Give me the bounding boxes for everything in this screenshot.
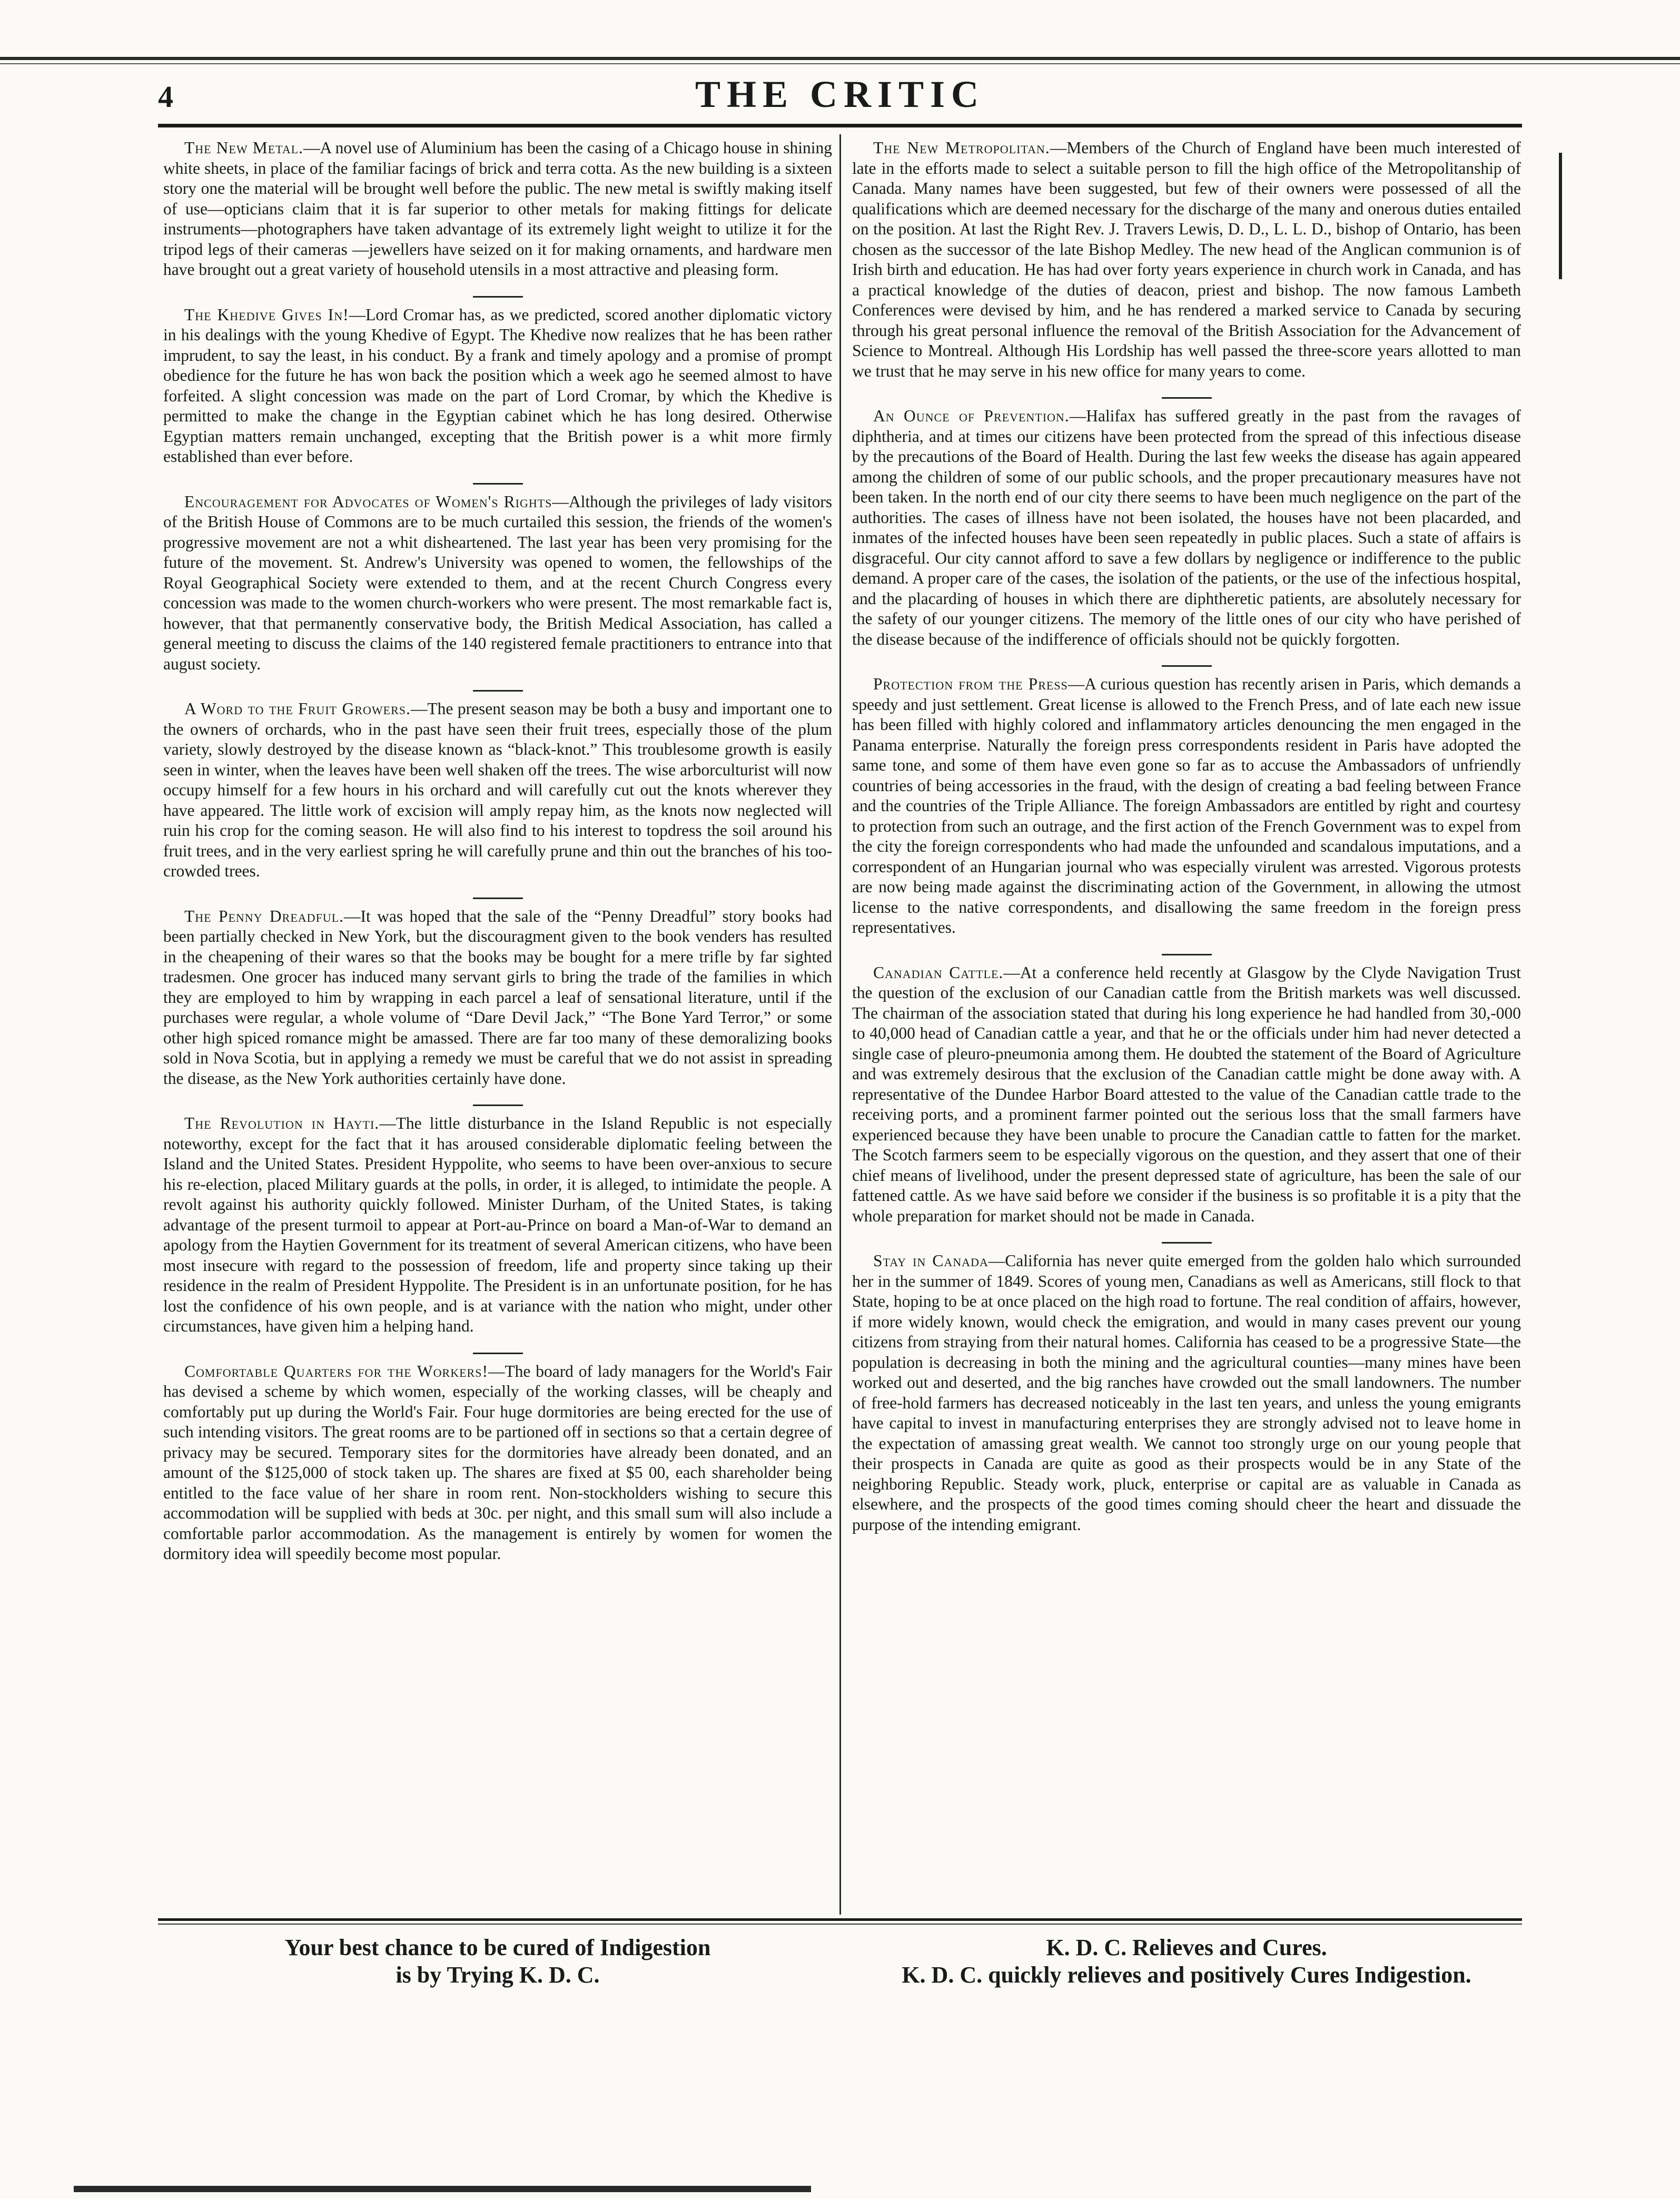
article-separator [473,898,523,899]
masthead-rule [158,124,1522,127]
article-separator [1162,1242,1212,1244]
article-canadian-cattle [852,963,1521,1227]
article-headline: Comfortable Quarters for the Workers! [184,1362,488,1380]
advertisement-right [852,1934,1521,1989]
top-border-thin-rule [0,63,1680,64]
article-ounce-of-prevention [852,406,1521,649]
article-khedive [163,305,832,467]
article-separator [473,483,523,485]
article-protection-press [852,674,1521,938]
column-divider [839,134,841,1915]
advertisement-left [163,1934,832,1989]
article-headline: The Khedive Gives In! [184,305,349,324]
ad-line: is by Trying K. D. C. [396,1962,600,1988]
article-separator [473,690,523,692]
article-headline: The New Metal. [184,139,304,157]
left-column [163,138,832,1580]
article-body: —A novel use of Aluminium has been the casing of a Chicago house in shining white sheets, in place of the familiar facings of brick and terra cotta. As the new building is a sixteen story one the material will be brought well before the public. The new metal is swiftly making itself of use—opticians claim that it is far superior to other metals for making fittings for delicate instruments—photographers have taken advantage of its extremely light weight to utilize it for the tripod legs of their cameras —jewellers have seized on it for making ornaments, and hardware men have brought out a great variety of household utensils in a most attractive and pleasing form. [163,139,832,279]
article-separator [473,296,523,298]
top-border-rule [0,57,1680,60]
top-edge-marks [0,11,1680,42]
article-body: —California has never quite emerged from the golden halo which surrounded her in the summer of 1849. Scores of young men, Canadians as well as Americans, still flock to that State, hoping to be at once placed on the high road to fortune. The real condition of affairs, however, if more widely known, would check the emigration, and would in many cases prevent our young citizens from straying from their natural homes. California has ceased to be a progressive State—the population is decreasing in both the mining and the agricultural counties—many mines have been worked out and deserted, and the big ranches have crowded out the small landowners. The number of free-hold farmers has decreased noticeably in the last ten years, and unless the young emigrants have capital to invest in manufacturing enterprises they are strongly advised not to leave home in the expectation of amassing great wealth. We cannot too strongly urge on our young people that their prospects in Canada are quite as good as their prospects would be in any State of the neighboring Republic. Steady work, pluck, enterprise or capital are as valuable in Canada as elsewhere, and the prospects of the good times coming should cheer the heart and dissuade the purpose of the intending emigrant. [852,1251,1521,1534]
article-headline: Encouragement for Advocates of Women's Rights [184,492,552,511]
article-body: —It was hoped that the sale of the “Penny Dreadful” story books had been partially checked in New York, but the discouragment given to the book venders has resulted in the cheapening of their wares so that the books may be bought for a mere trifle by far sighted tradesmen. One grocer has induced many servant girls to bring the trade of the families in which they are employed to him by wrapping in each parcel a leaf of sensational literature, until if the purchases were regular, a whole volume of “Dare Devil Jack,” “The Bone Yard Terror,” or some other high spiced romance might be amassed. There are far too many of these demoralizing books sold in Nova Scotia, but in applying a remedy we must be careful that we do not assist in spreading the disease, as the New York authorities certainly have done. [163,906,832,1088]
article-separator [1162,665,1212,667]
article-fruit-growers [163,699,832,882]
article-headline: Canadian Cattle. [873,963,1004,982]
article-hayti [163,1113,832,1337]
article-separator [473,1353,523,1354]
article-new-metal [163,138,832,280]
article-body: —A curious question has recently arisen in Paris, which demands a speedy and just settlement. Great license is allowed to the French Press, and of late each new issue has been filled with highly colored and inflammatory articles denouncing the men engaged in the Panama enterprise. Naturally the foreign press correspondents resident in Paris have adopted the same tone, and some of them have even gone so far as to accuse the Ambassadors of unfriendly countries of being accessories in the fraud, with the design of creating a bad feeling between France and the countries of the Triple Alliance. The foreign Ambassadors are entitled by right and courtesy to protection from such an outrage, and the first action of the French Government was to expel from the city the foreign correspondents who had made the unfounded and scandalous imputations, and a correspondent of an Hungarian journal who was especially virulent was arrested. Vigorous protests are now being made against the discriminating action of the Government, in allowing the utmost license to the native correspondents, and disallowing the same freedom in the foreign press representatives. [852,675,1521,936]
right-column [852,138,1521,1551]
article-headline: An Ounce of Prevention. [873,407,1070,425]
article-womens-rights [163,492,832,675]
article-body: —The board of lady managers for the World's Fair has devised a scheme by which women, especially of the working classes, will be cheaply and comfortably put up during the World's Fair. Four huge dormitories are being erected for the use of such intending visitors. The great rooms are to be partioned off in sections so that a certain degree of privacy may be secured. Temporary sites for the dormitories have already been donated, and an amount of the $125,000 of stock taken up. The shares are fixed at $5 00, each shareholder being entitled to the face value of her share in room rent. Non-stockholders wishing to secure this accommodation will be supplied with beds at 30c. per night, and this small sum will also include a comfortable parlor accommodation. As the management is entirely by women for women the dormitory idea will speedily become most popular. [163,1362,832,1563]
article-body: —Members of the Church of England have been much interested of late in the efforts made to select a suitable person to fill the high office of the Metropolitanship of Canada. Many names have been suggested, but few of their owners were possessed of all the qualifications which are deemed necessary for the discharge of the many and onerous duties entailed on the position. At last the Right Rev. J. Travers Lewis, D. D., L. L. D., bishop of Ontario, has been chosen as the successor of the late Bishop Medley. The new head of the Anglican communion is of Irish birth and education. He has had over forty years experience in church work in Canada, and has a practical knowledge of the duties of deacon, priest and bishop. The now famous Lambeth Conferences were devised by him, and he has rendered a marked service to Canada by securing through his great personal influence the removal of the British Association for the Advancement of Science to Montreal. Although His Lordship has well passed the three-score years allotted to man we trust that he may serve in his new office for many years to come. [852,139,1521,380]
article-headline: Stay in Canada [873,1251,989,1270]
ad-line: K. D. C. quickly relieves and positively Cures Indigestion. [902,1962,1471,1988]
article-new-metropolitan [852,138,1521,381]
article-headline: The Revolution in Hayti. [184,1114,380,1132]
article-body: —The little disturbance in the Island Republic is not especially noteworthy, except for the fact that it has aroused considerable diplomatic feeling between the Island and the United States. President Hyppolite, who seems to have been over-anxious to secure his re-election, placed Military guards at the polls, in order, it is alleged, to intimidate the people. A revolt against his authority quickly followed. Minister Durham, of the United States, is taking advantage of the present turmoil to appear at Port-au-Prince on board a Man-of-War to demand an apology from the Haytien Government for its treatment of several American citizens, who have been most insecure with regard to the possession of freedom, life and property since taking up their residence in the realm of President Hyppolite. The President is in an unfortunate position, for he has lost the confidence of his own people, and is at variance with the nation who might, under other circumstances, have given him a helping hand. [163,1114,832,1335]
masthead-title: THE CRITIC [695,73,985,115]
article-headline: Protection from the Press [873,675,1068,693]
page-number: 4 [158,80,173,114]
article-separator [1162,397,1212,399]
article-body: —Lord Cromar has, as we predicted, scored another diplomatic victory in his dealings with the young Khedive of Egypt. The Khedive now realizes that he has been rather imprudent, to say the least, in his conduct. By a frank and timely apology and a promise of prompt obedience for the future he has won back the position which a week ago he seemed almost to have forfeited. A slight concession was made on the part of Lord Cromar, by which the Khedive is permitted to make the change in the Egyptian cabinet which he has long desired. Otherwise Egyptian matters remain unchanged, excepting that the British power is a whit more firmly established than ever before. [163,305,832,466]
article-body: —At a conference held recently at Glasgow by the Clyde Navigation Trust the question of the exclusion of our Canadian cattle from the British markets was well discussed. The chairman of the association stated that during his long experience he had handled from 30,-000 to 40,000 head of Canadian cattle a year, and that he or the officials under him had never detected a single case of pleuro-pneumonia among them. He doubted the statement of the Board of Agriculture and was extremely desirous that the exclusion of the Canadian cattle might be done away with. A representative of the Dundee Harbor Board attested to the value of the Canadian cattle trade to the receiving ports, and a prominent farmer pointed out the serious loss that the small farmers have experienced because they have been unable to procure the Canadian cattle to fatten for the market. The Scotch farmers seem to be especially vigorous on the question, and they assert that one of their chief means of livelihood, under the present depressed state of agriculture, has been the sale of our fattened cattle. As we have said before we consider if the business is so profitable it is a pity that the whole preparation for market should not be made in Canada. [852,963,1521,1225]
article-penny-dreadful [163,906,832,1089]
article-comfortable-quarters [163,1362,832,1564]
ad-line: Your best chance to be cured of Indigestion [284,1935,711,1960]
ad-line: K. D. C. Relieves and Cures. [1046,1935,1327,1960]
article-stay-in-canada [852,1251,1521,1535]
bottom-edge-rule [74,2186,811,2192]
article-body: —Although the privileges of lady visitors of the British House of Commons are to be much curtailed this session, the friends of the women's progressive movement are not a whit disheartened. The last year has been very promising for the future of the movement. St. Andrew's University was opened to women, the fellowships of the Royal Geographical Society were extended to them, and at the recent Church Congress every concession was made to the women church-workers who were present. The most remarkable fact is, however, that that permanently conservative body, the British Medical Association, has called a general meeting to discuss the claims of the 140 registered female practitioners to entrance into that august society. [163,492,832,673]
margin-bracket [1559,153,1569,279]
article-headline: The Penny Dreadful. [184,906,344,925]
article-headline: The New Metropolitan. [873,139,1050,157]
article-separator [473,1105,523,1106]
article-body: —The present season may be both a busy and important one to the owners of orchards, who in the past have seen their fruit trees, especially those of the plum variety, slowly destroyed by the disease known as “black-knot.” This troublesome growth is easily seen in winter, when the leaves have been well shaken off the trees. The wise arborculturist will now occupy himself for a few hours in his orchard and will carefully cut out the knots wherever they have appeared. The little work of excision will amply repay him, as the knots now neglected will ruin his crop for the coming season. He will also find to his interest to topdress the soil around his fruit trees, and in the very earliest spring he will carefully prune and thin out the branches of his too-crowded trees. [163,699,832,880]
advertisement-rule [158,1918,1522,1921]
article-separator [1162,954,1212,955]
advertisement-thin-rule [158,1924,1522,1925]
article-headline: A Word to the Fruit Growers. [184,699,411,718]
article-body: —Halifax has suffered greatly in the past from the ravages of diphtheria, and at times our citizens have been protected from the spread of this infectious disease by the precautions of the Board of Health. During the last few weeks the disease has again appeared among the children of some of our public schools, and the proper precautionary measures have not been taken. In the north end of our city there seems to have been much negligence on the part of the authorities. The cases of illness have not been isolated, the houses have not been placarded, and inmates of the infected houses have been seen repeatedly in public places. Such a state of affairs is disgraceful. Our city cannot afford to save a few dollars by negligence or indifference to the public demand. A proper care of the cases, the isolation of the patients, or the use of the infectious hospital, and the placarding of houses in which there are diphtheretic patients, are absolutely necessary for the safety of our younger citizens. The memory of the little ones of our city who have perished of the disease because of the indifference of officials should not be quickly forgotten. [852,407,1521,648]
